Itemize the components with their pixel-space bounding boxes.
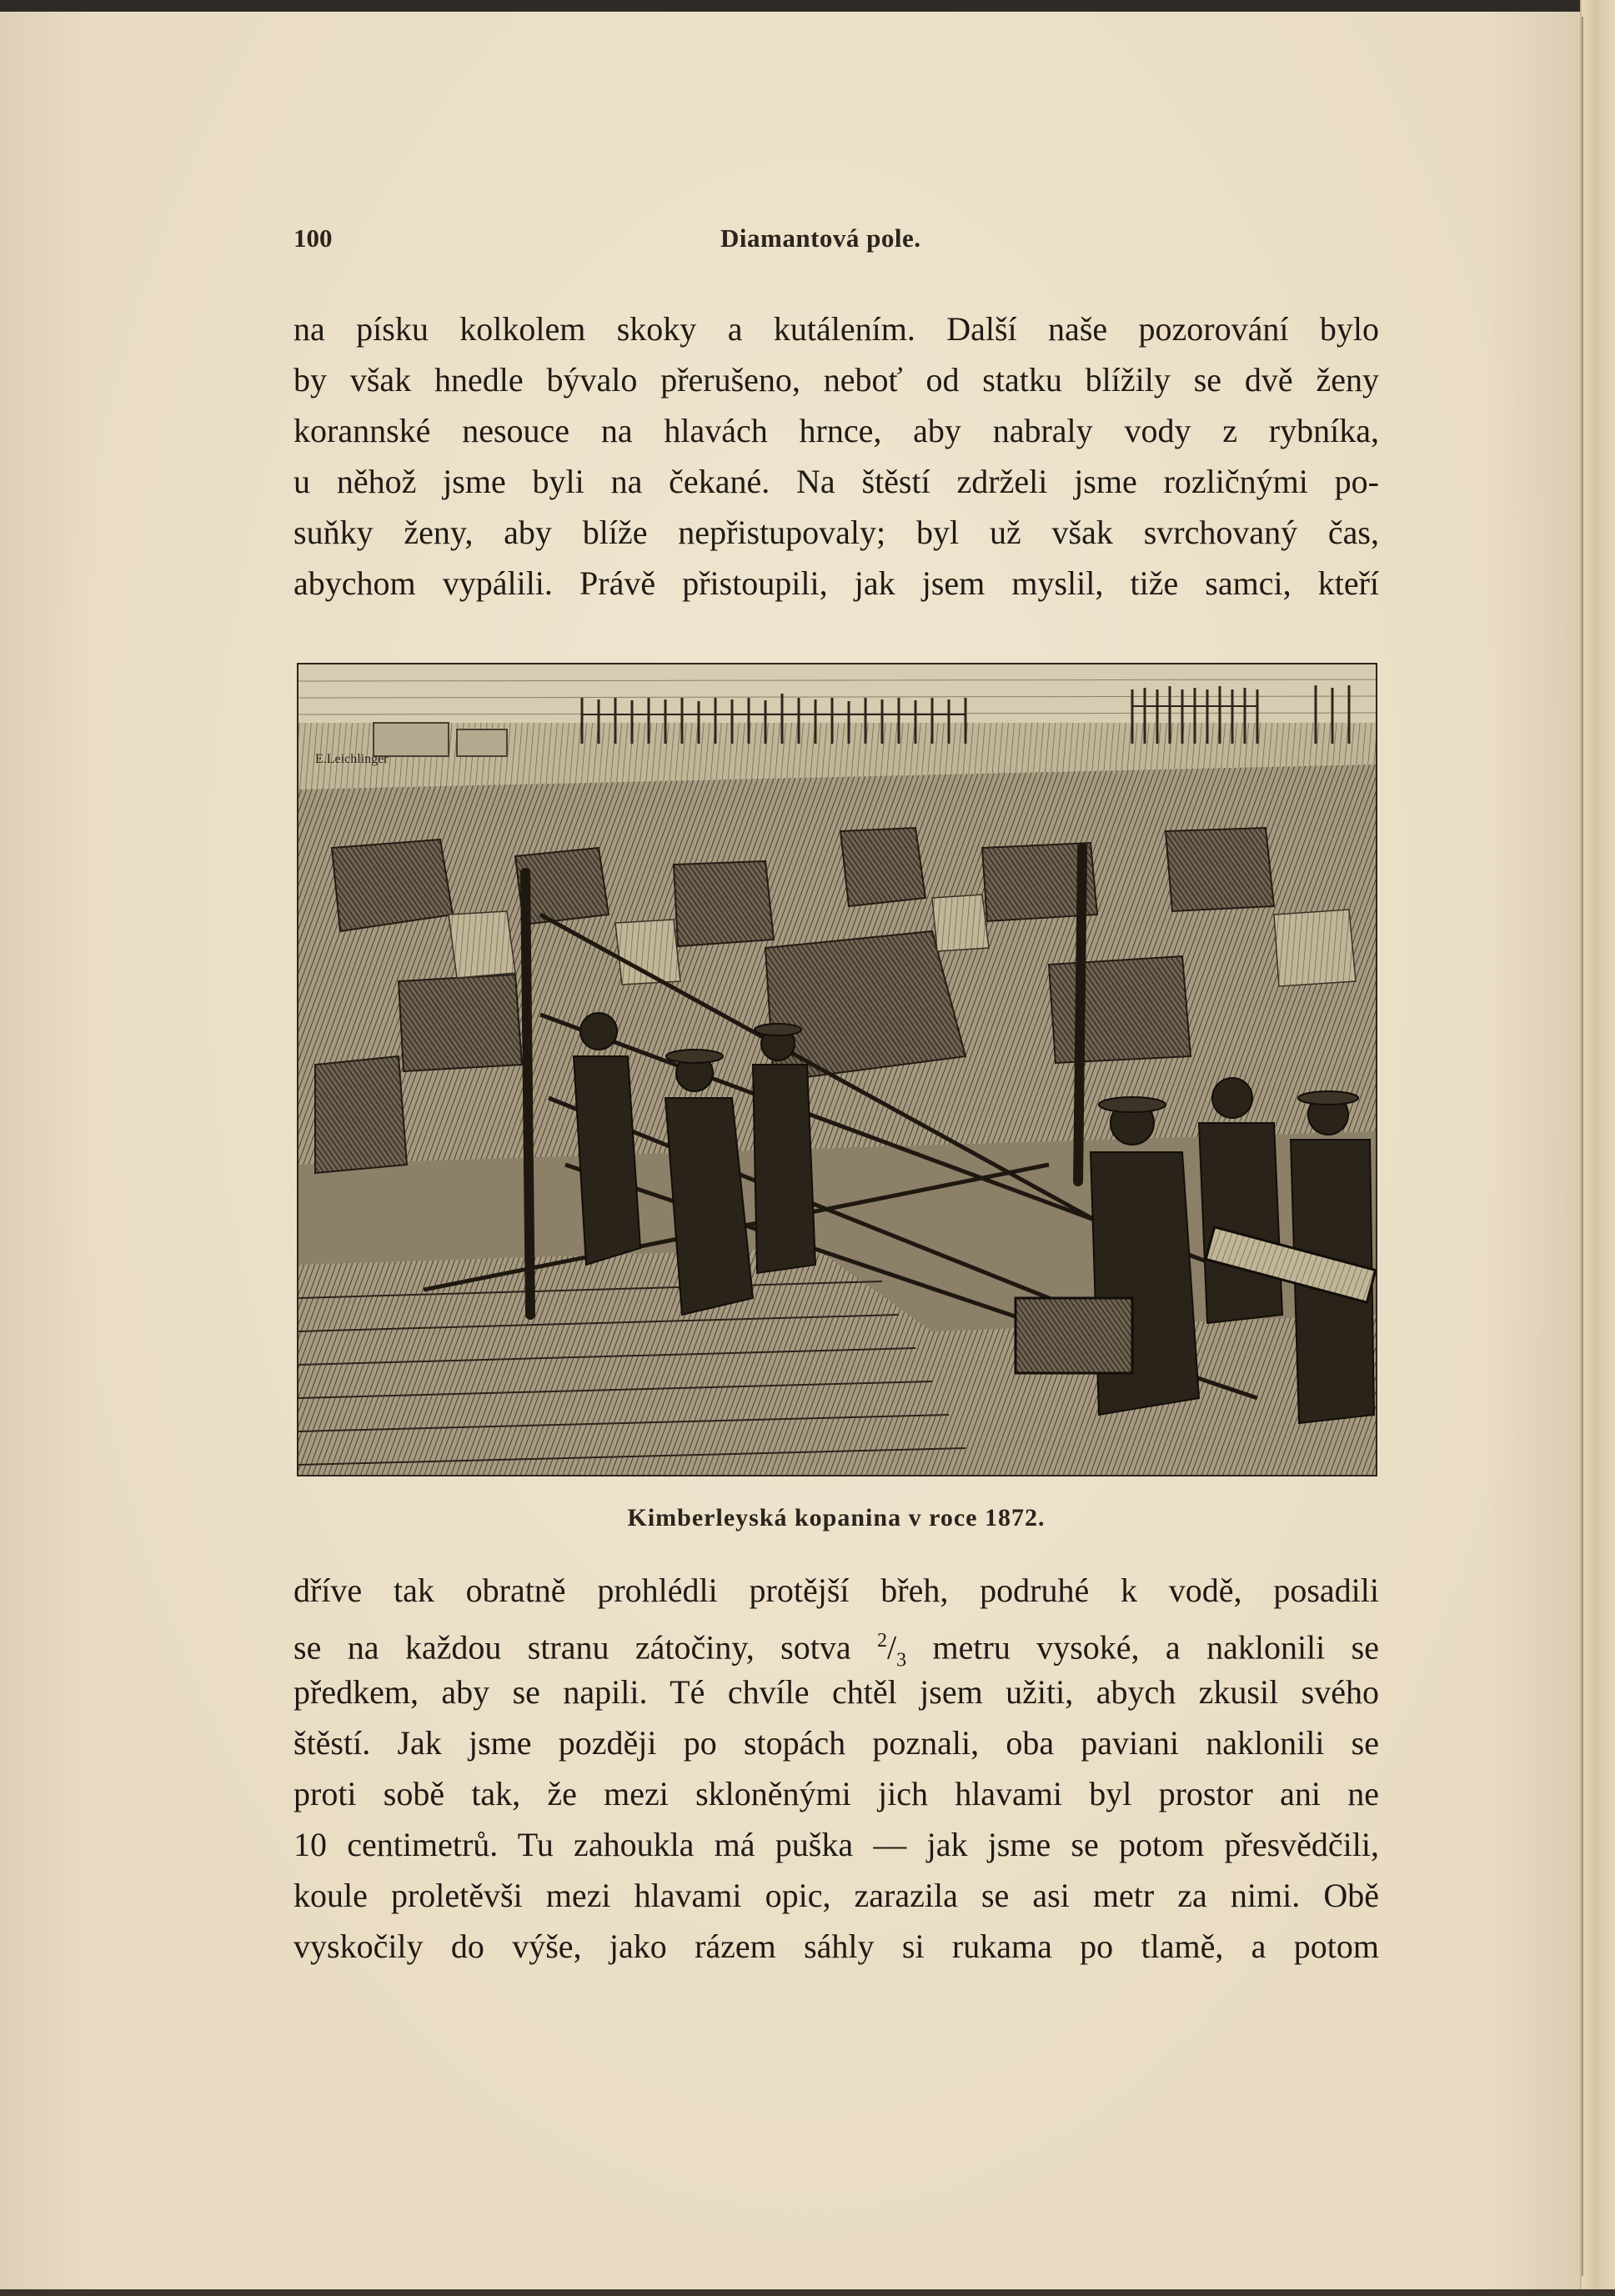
text-line: vyskočily do výše, jako rázem sáhly si rukama po tlamě, a potom <box>293 1928 1379 1965</box>
engraving-kimberley-mine <box>297 663 1377 1476</box>
text-fragment: se na každou stranu zátočiny, sotva <box>293 1628 878 1667</box>
body-text-bottom <box>293 1565 1379 1972</box>
fraction-denominator: 3 <box>896 1649 907 1667</box>
text-line: štěstí. Jak jsme později po stopách poznali, oba paviani naklonili se <box>293 1724 1379 1762</box>
ore-box <box>1016 1298 1132 1373</box>
scan-top-edge <box>0 0 1615 12</box>
text-line: by však hnedle bývalo přerušeno, neboť od statku blížily se dvě ženy <box>293 361 1379 399</box>
text-line: 10 centimetrů. Tu zahoukla má puška — jak jsme se potom přesvědčili, <box>293 1826 1379 1863</box>
text-line: u něhož jsme byli na čekané. Na štěstí zdrželi jsme rozličnými po- <box>293 463 1379 500</box>
binding-edge <box>1580 0 1615 2296</box>
text-line: korannské nesouce na hlavách hrnce, aby nabraly vody z rybníka, <box>293 412 1379 449</box>
scan-bottom-edge <box>0 2289 1615 2296</box>
binding-line <box>1582 17 1583 2276</box>
text-line: předkem, aby se napili. Té chvíle chtěl jsem užiti, abych zkusil svého <box>293 1673 1379 1711</box>
text-line: abychom vypálili. Právě přistoupili, jak jsem myslil, tiže samci, kteří <box>293 564 1379 602</box>
fraction-separator: / <box>887 1628 897 1667</box>
page-number: 100 <box>293 223 333 253</box>
body-text-top <box>293 303 1379 609</box>
engraving-illustration <box>298 664 1376 1475</box>
text-line: dříve tak obratně prohlédli protější břeh, podruhé k vodě, posadili <box>293 1572 1379 1609</box>
running-head <box>293 223 1361 257</box>
fraction-numerator: 2 <box>877 1630 888 1652</box>
text-fragment: metru vysoké, a naklonili se <box>906 1628 1379 1667</box>
engraver-signature: E.Leichlinger <box>315 752 389 766</box>
text-line: suňky ženy, aby blíže nepřistupovaly; byl už však svrchovaný čas, <box>293 514 1379 551</box>
text-line: na písku kolkolem skoky a kutálením. Další naše pozorování bylo <box>293 310 1379 348</box>
text-line: koule proletěvši mezi hlavami opic, zarazila se asi metr za nimi. Obě <box>293 1877 1379 1914</box>
running-title: Diamantová pole. <box>720 223 921 253</box>
text-line-with-fraction <box>293 1616 1379 1667</box>
text-line: proti sobě tak, že mezi skloněnými jich hlavami byl prostor ani ne <box>293 1775 1379 1812</box>
figure-caption: Kimberleyská kopanina v roce 1872. <box>627 1504 1046 1532</box>
